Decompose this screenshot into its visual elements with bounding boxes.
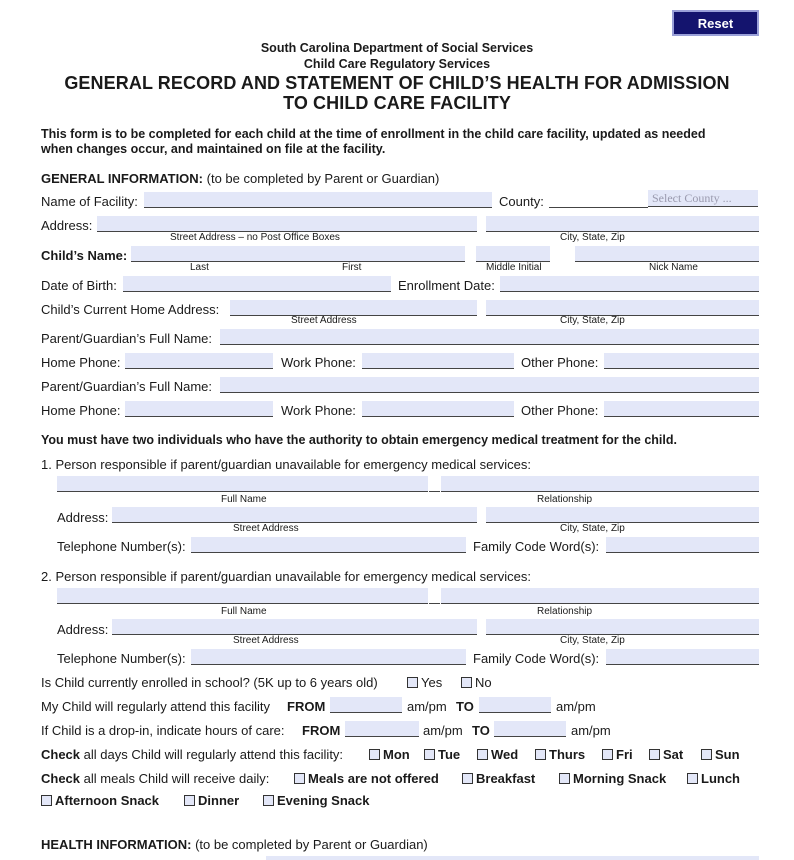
- other-phone-label-1: Other Phone:: [521, 355, 599, 370]
- caption-street: Street Address: [291, 315, 357, 326]
- home-phone-input-2[interactable]: [125, 401, 273, 417]
- to-label-2: TO: [472, 723, 490, 738]
- health-next-input[interactable]: [266, 856, 759, 860]
- person1-label: 1. Person responsible if parent/guardian unavailable for emergency medical services:: [41, 457, 531, 472]
- county-label: County:: [499, 194, 544, 209]
- caption-city-p1: City, State, Zip: [560, 523, 625, 534]
- person1-telephone-label: Telephone Number(s):: [57, 539, 186, 554]
- meals-label: Check all meals Child will receive daily:: [41, 771, 270, 786]
- meal-lunch[interactable]: Lunch: [687, 771, 740, 786]
- caption-first: First: [342, 262, 362, 273]
- person2-label: 2. Person responsible if parent/guardian unavailable for emergency medical services:: [41, 569, 531, 584]
- work-phone-input-2[interactable]: [362, 401, 514, 417]
- other-phone-input-1[interactable]: [604, 353, 759, 369]
- form-title-line2: TO CHILD CARE FACILITY: [283, 93, 511, 113]
- general-info-heading: GENERAL INFORMATION: (to be completed by Parent or Guardian): [41, 171, 440, 186]
- emergency-heading: You must have two individuals who have the authority to obtain emergency medical treatment for the child.: [41, 433, 677, 447]
- address-label: Address:: [41, 218, 93, 233]
- person1-address-label: Address:: [57, 510, 109, 525]
- home-phone-label-1: Home Phone:: [41, 355, 121, 370]
- person2-telephone-label: Telephone Number(s):: [57, 651, 186, 666]
- dob-label: Date of Birth:: [41, 278, 117, 293]
- dropin-label: If Child is a drop-in, indicate hours of care:: [41, 723, 285, 738]
- day-tue[interactable]: Tue: [424, 747, 460, 762]
- person2-separator: [429, 603, 440, 604]
- other-phone-input-2[interactable]: [604, 401, 759, 417]
- caption-relationship-1: Relationship: [537, 494, 593, 505]
- intro-text-1: This form is to be completed for each child at the time of enrollment in the child care facility, updated as needed: [41, 127, 706, 141]
- home-city-input[interactable]: [486, 300, 759, 316]
- person2-address-label: Address:: [57, 622, 109, 637]
- other-phone-label-2: Other Phone:: [521, 403, 599, 418]
- day-sun[interactable]: Sun: [701, 747, 740, 762]
- caption-city-2: City, State, Zip: [560, 315, 625, 326]
- school-yes-option[interactable]: Yes: [407, 675, 442, 690]
- caption-full-name-1: Full Name: [221, 494, 267, 505]
- caption-city: City, State, Zip: [560, 232, 625, 243]
- ampm-label-4: am/pm: [571, 723, 611, 738]
- work-phone-label-1: Work Phone:: [281, 355, 356, 370]
- meal-evening-snack[interactable]: Evening Snack: [263, 793, 369, 808]
- caption-middle: Middle Initial: [486, 262, 542, 273]
- child-last-input[interactable]: [131, 246, 297, 262]
- caption-street-no-po: Street Address – no Post Office Boxes: [170, 232, 340, 243]
- guardian2-name-input[interactable]: [220, 377, 759, 393]
- enrollment-input[interactable]: [500, 276, 759, 292]
- meal-afternoon-snack[interactable]: Afternoon Snack: [41, 793, 159, 808]
- person1-name-input[interactable]: [57, 476, 428, 492]
- person1-street-input[interactable]: [112, 507, 477, 523]
- meal-not-offered[interactable]: Meals are not offered: [294, 771, 439, 786]
- from-label-1: FROM: [287, 699, 326, 714]
- division-name: Child Care Regulatory Services: [303, 57, 491, 71]
- person1-separator: [429, 491, 440, 492]
- home-street-input[interactable]: [230, 300, 477, 316]
- dropin-from-input[interactable]: [345, 721, 419, 737]
- checkbox-icon[interactable]: [701, 749, 712, 760]
- regular-from-input[interactable]: [330, 697, 402, 713]
- person2-telephone-input[interactable]: [191, 649, 466, 665]
- enrollment-label: Enrollment Date:: [398, 278, 495, 293]
- checkbox-icon[interactable]: [462, 773, 473, 784]
- person1-telephone-input[interactable]: [191, 537, 466, 553]
- checkbox-icon[interactable]: [294, 773, 305, 784]
- regular-attend-label: My Child will regularly attend this facility: [41, 699, 271, 714]
- health-info-heading: HEALTH INFORMATION: (to be completed by Parent or Guardian): [41, 837, 428, 852]
- county-underline: [549, 207, 648, 208]
- school-no-option[interactable]: No: [461, 675, 492, 690]
- checkbox-icon[interactable]: [649, 749, 660, 760]
- caption-street-p1: Street Address: [233, 523, 299, 534]
- dropin-to-input[interactable]: [494, 721, 566, 737]
- child-middle-input[interactable]: [476, 246, 550, 262]
- ampm-label-3: am/pm: [423, 723, 463, 738]
- facility-street-input[interactable]: [97, 216, 477, 232]
- child-name-label: Child’s Name:: [41, 248, 128, 263]
- caption-street-p2: Street Address: [233, 635, 299, 646]
- guardian2-label: Parent/Guardian’s Full Name:: [41, 379, 213, 394]
- checkbox-icon[interactable]: [559, 773, 570, 784]
- meal-dinner[interactable]: Dinner: [184, 793, 239, 808]
- meal-breakfast[interactable]: Breakfast: [462, 771, 535, 786]
- caption-last: Last: [190, 262, 209, 273]
- day-sat[interactable]: Sat: [649, 747, 683, 762]
- guardian1-name-input[interactable]: [220, 329, 759, 345]
- checkbox-icon[interactable]: [687, 773, 698, 784]
- checkbox-icon[interactable]: [407, 677, 418, 688]
- day-wed[interactable]: Wed: [477, 747, 518, 762]
- days-label: Check all days Child will regularly attend this facility:: [41, 747, 344, 762]
- checkbox-icon[interactable]: [263, 795, 274, 806]
- child-nick-input[interactable]: [575, 246, 759, 262]
- facility-label: Name of Facility:: [41, 194, 138, 209]
- dob-input[interactable]: [123, 276, 391, 292]
- facility-input[interactable]: [144, 192, 492, 208]
- work-phone-input-1[interactable]: [362, 353, 514, 369]
- day-mon[interactable]: Mon: [369, 747, 410, 762]
- person2-codeword-label: Family Code Word(s):: [473, 651, 600, 666]
- work-phone-label-2: Work Phone:: [281, 403, 356, 418]
- caption-relationship-2: Relationship: [537, 606, 593, 617]
- meal-morning-snack[interactable]: Morning Snack: [559, 771, 666, 786]
- from-label-2: FROM: [302, 723, 341, 738]
- day-fri[interactable]: Fri: [602, 747, 633, 762]
- ampm-label-2: am/pm: [556, 699, 596, 714]
- county-select[interactable]: Select County ...: [648, 190, 758, 207]
- person2-street-input[interactable]: [112, 619, 477, 635]
- checkbox-icon[interactable]: [602, 749, 613, 760]
- person2-codeword-input[interactable]: [606, 649, 759, 665]
- child-first-input[interactable]: [297, 246, 465, 262]
- school-question: Is Child currently enrolled in school? (5K up to 6 years old): [41, 675, 378, 690]
- caption-city-p2: City, State, Zip: [560, 635, 625, 646]
- person1-codeword-input[interactable]: [606, 537, 759, 553]
- agency-name: South Carolina Department of Social Services: [260, 41, 534, 55]
- person2-city-input[interactable]: [486, 619, 759, 635]
- home-address-label: Child’s Current Home Address:: [41, 302, 220, 317]
- form-title-line1: GENERAL RECORD AND STATEMENT OF CHILD’S HEALTH FOR ADMISSION: [64, 73, 730, 93]
- person1-codeword-label: Family Code Word(s):: [473, 539, 600, 554]
- to-label-1: TO: [456, 699, 474, 714]
- caption-nick: Nick Name: [649, 262, 698, 273]
- checkbox-icon[interactable]: [184, 795, 195, 806]
- checkbox-icon[interactable]: [369, 749, 380, 760]
- day-thurs[interactable]: Thurs: [535, 747, 585, 762]
- ampm-label-1: am/pm: [407, 699, 447, 714]
- home-phone-label-2: Home Phone:: [41, 403, 121, 418]
- person1-relationship-input[interactable]: [441, 476, 759, 492]
- checkbox-icon[interactable]: [535, 749, 546, 760]
- person2-name-input[interactable]: [57, 588, 428, 604]
- person1-city-input[interactable]: [486, 507, 759, 523]
- guardian1-label: Parent/Guardian’s Full Name:: [41, 331, 213, 346]
- reset-button[interactable]: Reset: [672, 10, 759, 36]
- intro-text-2: when changes occur, and maintained on file at the facility.: [41, 142, 386, 156]
- person2-relationship-input[interactable]: [441, 588, 759, 604]
- checkbox-icon[interactable]: [461, 677, 472, 688]
- home-phone-input-1[interactable]: [125, 353, 273, 369]
- checkbox-icon[interactable]: [41, 795, 52, 806]
- facility-city-input[interactable]: [486, 216, 759, 232]
- checkbox-icon[interactable]: [477, 749, 488, 760]
- caption-full-name-2: Full Name: [221, 606, 267, 617]
- regular-to-input[interactable]: [479, 697, 551, 713]
- checkbox-icon[interactable]: [424, 749, 435, 760]
